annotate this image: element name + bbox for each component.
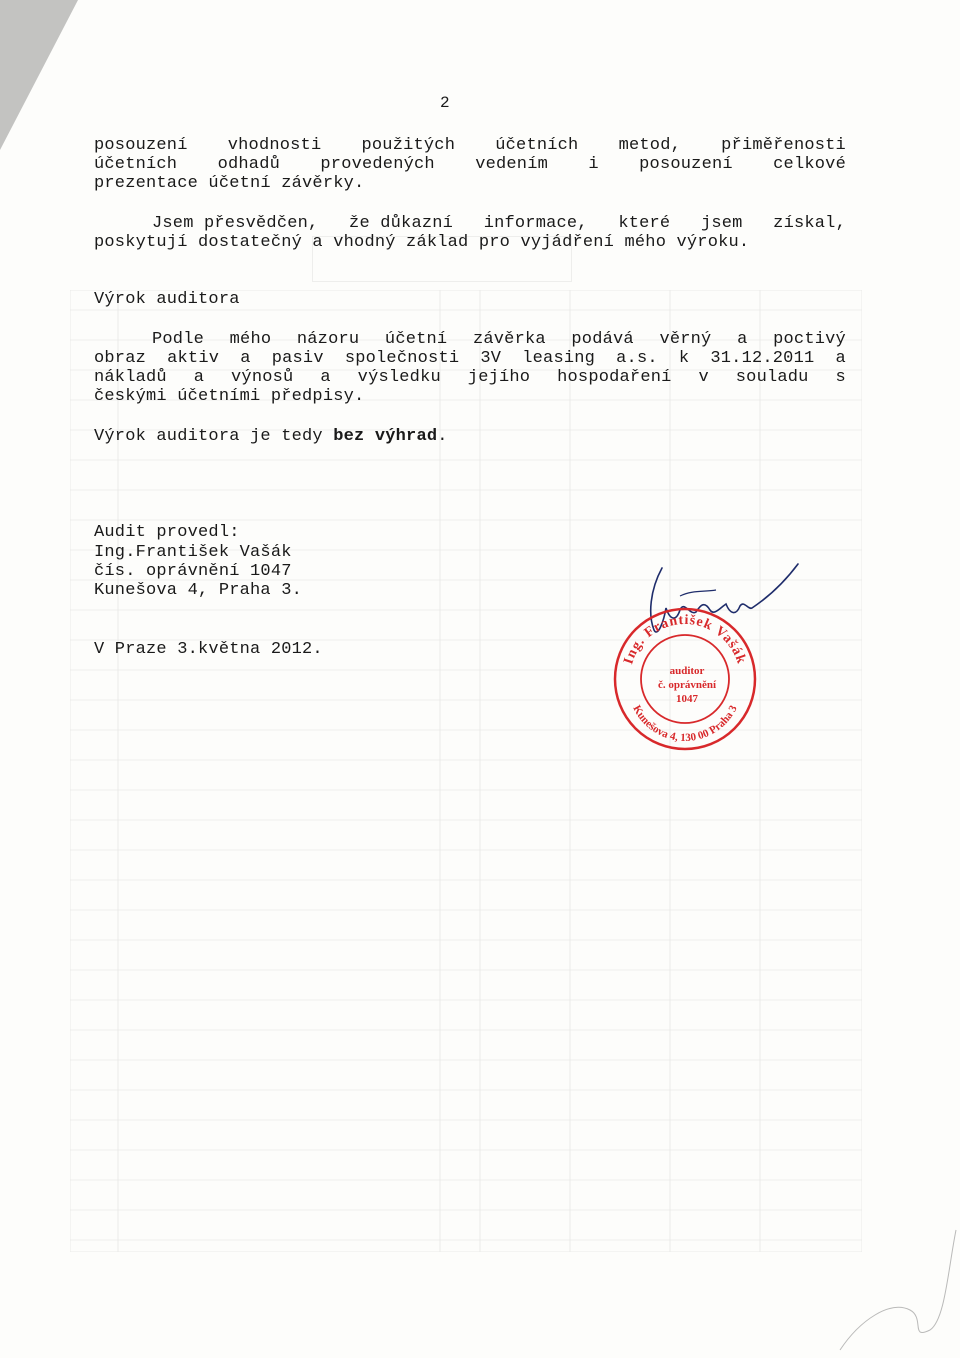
auditor-heading: Audit provedl: bbox=[94, 523, 240, 542]
word: pasiv bbox=[271, 349, 324, 368]
word: a bbox=[835, 349, 846, 368]
word: účetní bbox=[384, 330, 448, 349]
word: názoru bbox=[296, 330, 360, 349]
word: vhodnosti bbox=[227, 136, 322, 155]
stamp-ring-text: Ing. František Vašák bbox=[621, 612, 749, 667]
scan-shadow bbox=[0, 0, 80, 150]
conclusion-prefix: Výrok auditora je tedy bbox=[94, 427, 334, 446]
word: vedením bbox=[475, 155, 548, 174]
word: i bbox=[588, 155, 599, 174]
stamp-inner-line2: č. oprávnění 1047 bbox=[657, 679, 717, 705]
word: použitých bbox=[361, 136, 456, 155]
auditor-name: Ing.František Vašák bbox=[94, 543, 292, 562]
opinion-line2 bbox=[94, 349, 846, 368]
word: s bbox=[835, 368, 846, 387]
word: poctivý bbox=[773, 330, 846, 349]
place-date: V Praze 3.května 2012. bbox=[94, 640, 323, 659]
stamp-inner-line1: auditor bbox=[669, 665, 705, 677]
word: závěrka bbox=[472, 330, 546, 349]
paragraph2-line2: poskytují dostatečný a vhodný základ pro vyjádření mého výroku. bbox=[94, 233, 750, 252]
word: provedených bbox=[320, 155, 435, 174]
word: 31.12.2011 bbox=[710, 349, 815, 368]
stamp-center bbox=[652, 664, 722, 706]
word: mého bbox=[229, 330, 272, 349]
word: posouzení bbox=[639, 155, 733, 174]
word: obraz bbox=[94, 349, 147, 368]
stamp-ring-bottom: Kunešova 4, 130 00 Praha 3 bbox=[630, 703, 740, 745]
word: získal, bbox=[773, 214, 846, 233]
word: a bbox=[320, 368, 331, 387]
section-heading: Výrok auditora bbox=[94, 290, 240, 309]
word: výsledku bbox=[357, 368, 441, 387]
word: a bbox=[240, 349, 251, 368]
word: výnosů bbox=[231, 368, 294, 387]
word: podává bbox=[571, 330, 634, 349]
word: celkové bbox=[773, 155, 846, 174]
conclusion bbox=[94, 427, 448, 446]
word: a bbox=[737, 330, 748, 349]
word: souladu bbox=[735, 368, 809, 387]
word: odhadů bbox=[217, 155, 281, 174]
word: jejího bbox=[467, 368, 531, 387]
word: účetních bbox=[94, 155, 178, 174]
conclusion-suffix: . bbox=[437, 427, 448, 446]
word: metod, bbox=[618, 136, 682, 155]
word: leasing bbox=[522, 349, 596, 368]
word: jsem bbox=[700, 214, 743, 233]
word: že důkazní bbox=[349, 214, 454, 233]
auditor-address: Kunešova 4, Praha 3. bbox=[94, 581, 303, 600]
opinion-line3 bbox=[94, 368, 846, 387]
opinion-line4: českými účetními předpisy. bbox=[94, 387, 365, 406]
word: a bbox=[193, 368, 205, 387]
auditor-license: čís. oprávnění 1047 bbox=[94, 562, 292, 581]
conclusion-bold: bez výhrad bbox=[333, 427, 438, 446]
word: posouzení bbox=[94, 136, 188, 155]
svg-text:Ing. František Vašák bbox=[621, 613, 748, 666]
pencil-mark bbox=[830, 1210, 960, 1358]
word: věrný bbox=[659, 330, 712, 349]
word: aktiv bbox=[167, 349, 220, 368]
word: 3V bbox=[480, 349, 502, 368]
word: v bbox=[698, 368, 709, 387]
word: nákladů bbox=[94, 368, 167, 387]
paragraph1-line3: prezentace účetní závěrky. bbox=[94, 174, 365, 193]
word: k bbox=[678, 349, 690, 368]
paragraph2-line1 bbox=[152, 214, 846, 233]
word: informace, bbox=[483, 214, 588, 233]
word: účetních bbox=[495, 136, 579, 155]
word: společnosti bbox=[344, 349, 460, 368]
word: které bbox=[618, 214, 671, 233]
paragraph1-line2 bbox=[94, 155, 846, 174]
word: přiměřenosti bbox=[721, 136, 846, 155]
page-number: 2 bbox=[440, 94, 450, 112]
word: a.s. bbox=[616, 349, 658, 368]
paragraph1-line1 bbox=[94, 136, 846, 155]
word: Jsem přesvědčen, bbox=[152, 214, 319, 233]
word: Podle bbox=[152, 330, 205, 349]
opinion-line1 bbox=[152, 330, 846, 349]
word: hospodaření bbox=[557, 368, 672, 387]
